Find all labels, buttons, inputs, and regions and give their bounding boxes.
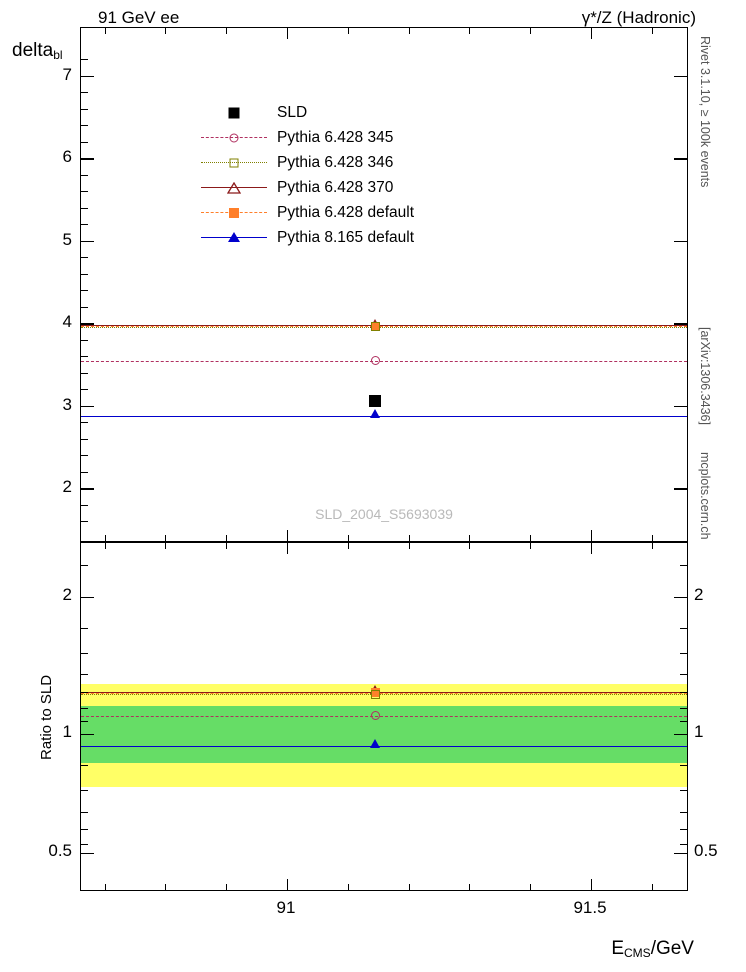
legend-item-pythia-6428-default[interactable] <box>201 200 414 225</box>
y-tick-label-main: 3 <box>62 395 72 414</box>
x-tick-label: 91 <box>276 898 296 917</box>
legend-key-sld <box>201 103 267 123</box>
y-tick-major <box>81 488 94 489</box>
circle-open-icon <box>230 133 239 142</box>
y-tick-major <box>81 241 94 242</box>
ratio-marker-pythia-6428-345 <box>371 711 380 720</box>
legend-key-pythia-6428-370 <box>201 178 267 198</box>
legend-key-pythia-8165-default <box>201 228 267 248</box>
y-axis-title-main <box>12 40 63 62</box>
dataset-watermark: SLD_2004_S5693039 <box>315 506 453 522</box>
line-pythia-6428-346 <box>81 327 687 328</box>
ratio-line-pythia-6428-345 <box>81 716 687 717</box>
marker-sld-data <box>369 395 381 407</box>
triangle-filled-icon <box>228 232 240 242</box>
legend-key-pythia-6428-346 <box>201 153 267 173</box>
legend-label-pythia-6428-345: Pythia 6.428 345 <box>277 128 394 146</box>
ratio-marker-pythia-8165-default <box>370 739 380 748</box>
legend-item-pythia-8165-default[interactable] <box>201 225 414 250</box>
main-plot-panel[interactable] <box>80 27 688 542</box>
square-filled-icon <box>229 107 240 118</box>
y-tick-label-ratio: 2 <box>62 585 72 604</box>
legend-item-pythia-6428-370[interactable] <box>201 175 414 200</box>
x-axis-title-subscript: CMS <box>624 946 651 960</box>
y-tick-label-main: 6 <box>62 147 72 166</box>
legend-label-pythia-8165-default: Pythia 8.165 default <box>277 228 415 246</box>
marker-pythia-6428-346 <box>371 322 380 331</box>
y-tick-label-main: 4 <box>62 312 72 331</box>
ratio-line-pythia-6428-346 <box>81 694 687 695</box>
line-pythia-8165-default <box>81 416 687 417</box>
x-tick-major <box>287 530 288 541</box>
y-tick-label-ratio-right: 1 <box>694 722 704 741</box>
header-right-label: γ*/Z (Hadronic) <box>581 8 696 27</box>
line-pythia-6428-345 <box>81 361 687 362</box>
y-tick-label-ratio: 1 <box>62 722 72 741</box>
y-tick-major <box>81 406 94 407</box>
legend-label-pythia-6428-346: Pythia 6.428 346 <box>277 153 394 171</box>
x-tick-label: 91.5 <box>573 898 607 917</box>
y-axis-title-main-subscript: bl <box>53 48 63 62</box>
square-filled-orange-icon <box>229 208 239 218</box>
ratio-marker-pythia-6428-346 <box>371 690 380 699</box>
legend-item-pythia-6428-345[interactable] <box>201 125 414 150</box>
marker-pythia-6428-345 <box>371 356 380 365</box>
y-axis-title-ratio: Ratio to SLD <box>38 674 55 760</box>
x-axis-title <box>611 938 694 960</box>
y-tick-major <box>81 76 94 77</box>
x-tick-major <box>591 530 592 541</box>
y-tick-label-ratio-right: 2 <box>694 585 704 604</box>
y-tick-label-main: 7 <box>62 65 72 84</box>
y-tick-label-ratio: 0.5 <box>48 841 72 860</box>
ratio-plot-panel[interactable] <box>80 542 688 891</box>
y-tick-label-ratio-right: 0.5 <box>694 841 718 860</box>
square-open-icon <box>230 158 239 167</box>
marker-pythia-8165-default <box>370 409 380 418</box>
y-tick-major <box>81 323 94 324</box>
legend-key-pythia-6428-default <box>201 203 267 223</box>
legend-item-pythia-6428-346[interactable] <box>201 150 414 175</box>
legend <box>201 100 414 250</box>
mcplots-label: mcplots.cern.ch <box>698 452 712 540</box>
triangle-open-icon <box>228 183 240 193</box>
legend-label-sld: SLD <box>277 103 308 121</box>
triangle-open-svg <box>227 182 241 194</box>
legend-key-pythia-6428-345 <box>201 128 267 148</box>
legend-label-pythia-6428-370: Pythia 6.428 370 <box>277 178 394 196</box>
y-tick-label-main: 5 <box>62 230 72 249</box>
y-axis-title-main-text: delta <box>12 40 54 61</box>
y-tick-major <box>81 158 94 159</box>
rivet-version-label: Rivet 3.1.10, ≥ 100k events <box>698 36 712 188</box>
ratio-line-pythia-8165-default <box>81 746 687 747</box>
legend-label-pythia-6428-default: Pythia 6.428 default <box>277 203 415 221</box>
x-axis-title-rest: /GeV <box>650 938 694 959</box>
x-axis-title-main: E <box>611 938 625 959</box>
y-tick-label-main: 2 <box>62 477 72 496</box>
legend-item-sld[interactable] <box>201 100 414 125</box>
header-left-label: 91 GeV ee <box>98 8 180 27</box>
arxiv-label: [arXiv:1306.3436] <box>698 327 712 425</box>
